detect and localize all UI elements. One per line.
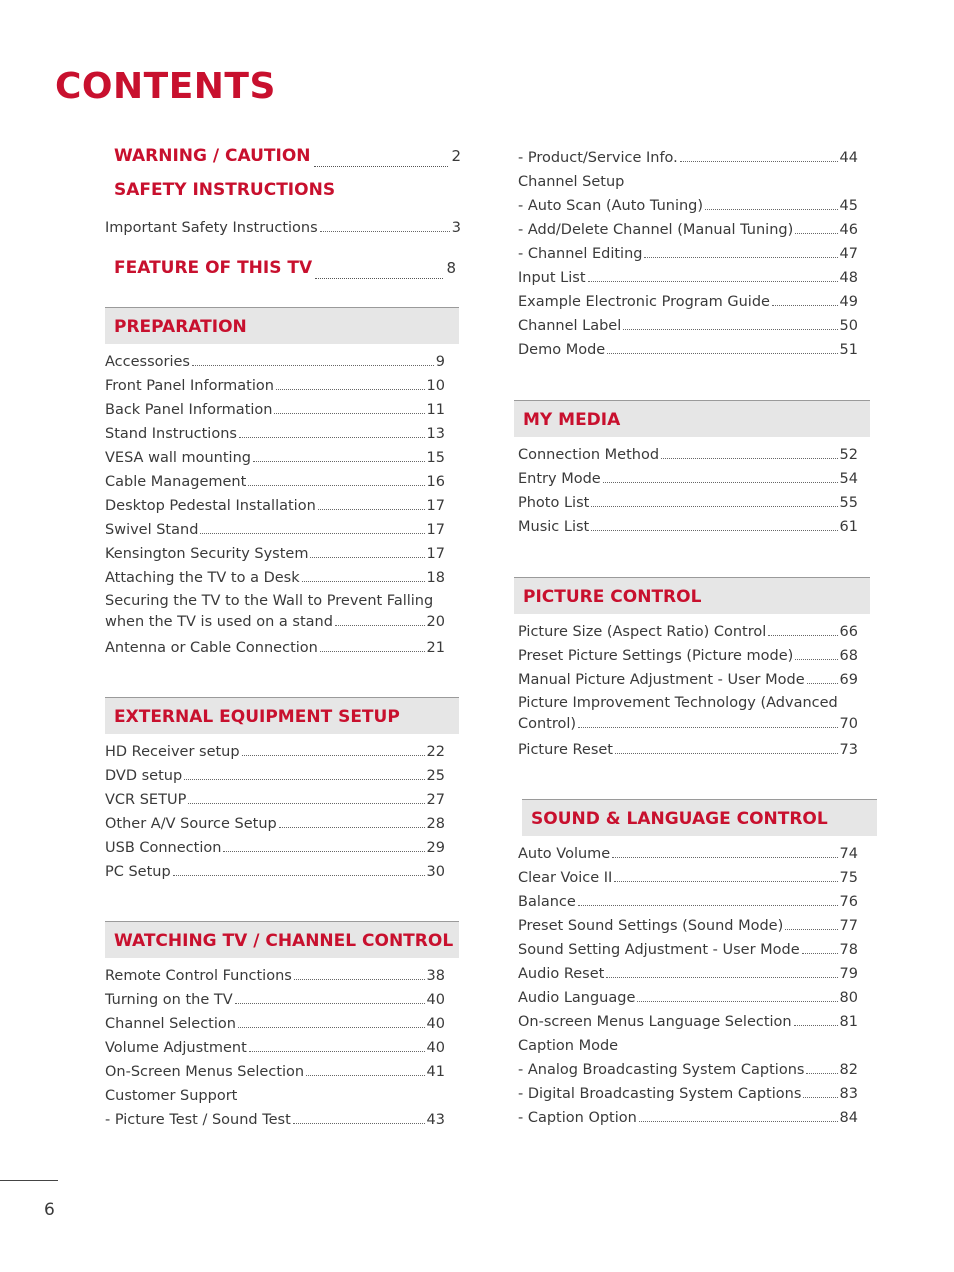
left-column <box>105 146 461 1132</box>
toc-entry[interactable] <box>105 1012 445 1036</box>
toc-label: Music List <box>518 519 590 535</box>
section-heading-picture-control: PICTURE CONTROL <box>514 577 870 614</box>
leader-dots <box>223 851 424 852</box>
toc-entry-warning[interactable] <box>114 146 461 172</box>
toc-entry[interactable] <box>518 314 858 338</box>
toc-entry[interactable] <box>105 964 445 988</box>
toc-entry[interactable] <box>518 1010 858 1034</box>
toc-label: Other A/V Source Setup <box>105 816 277 832</box>
toc-entry[interactable] <box>518 290 858 314</box>
toc-page: 40 <box>426 1016 445 1032</box>
section-heading-watching: WATCHING TV / CHANNEL CONTROL <box>105 921 459 958</box>
leader-dots <box>661 458 838 459</box>
toc-page: 17 <box>426 522 445 538</box>
toc-entry[interactable] <box>518 620 858 644</box>
toc-entry[interactable] <box>105 566 445 590</box>
leader-dots <box>578 905 838 906</box>
toc-label: Volume Adjustment <box>105 1040 247 1056</box>
toc-subheading[interactable]: Channel Setup <box>518 174 625 190</box>
toc-page: 8 <box>446 259 456 277</box>
toc-label: Manual Picture Adjustment - User Mode <box>518 672 805 688</box>
toc-label: when the TV is used on a stand <box>105 614 333 630</box>
toc-label: Important Safety Instructions <box>105 220 318 236</box>
toc-entry[interactable] <box>518 938 858 962</box>
leader-dots <box>623 329 837 330</box>
leader-dots <box>591 506 837 507</box>
toc-label-line: Picture Improvement Technology (Advanced <box>518 695 838 711</box>
leader-dots <box>615 753 838 754</box>
leader-dots <box>249 1051 425 1052</box>
toc-entry[interactable] <box>105 860 445 884</box>
toc-entry[interactable] <box>105 788 445 812</box>
leader-dots <box>239 437 425 438</box>
toc-page: 43 <box>426 1112 445 1128</box>
toc-label-line: Securing the TV to the Wall to Prevent Falling <box>105 593 434 609</box>
toc-label: Demo Mode <box>518 342 606 358</box>
toc-entry[interactable] <box>518 866 858 890</box>
toc-page: 68 <box>839 648 858 664</box>
toc-label: Preset Sound Settings (Sound Mode) <box>518 918 784 934</box>
toc-label: - Product/Service Info. <box>518 150 678 166</box>
toc-label: - Channel Editing <box>518 246 643 262</box>
leader-dots <box>768 635 837 636</box>
toc-entry[interactable] <box>518 738 858 762</box>
toc-entry[interactable] <box>105 1036 445 1060</box>
leader-dots <box>315 278 443 279</box>
toc-page: 54 <box>839 471 858 487</box>
toc-label: Turning on the TV <box>105 992 233 1008</box>
toc-entry[interactable] <box>105 812 445 836</box>
leader-dots <box>591 530 837 531</box>
section-heading-preparation: PREPARATION <box>105 307 459 344</box>
toc-subheading[interactable]: Customer Support <box>105 1088 238 1104</box>
toc-label: Channel Label <box>518 318 622 334</box>
toc-label: Front Panel Information <box>105 378 274 394</box>
leader-dots <box>274 413 424 414</box>
leader-dots <box>306 1075 424 1076</box>
leader-dots <box>294 979 425 980</box>
toc-page: 13 <box>426 426 445 442</box>
leader-dots <box>680 161 838 162</box>
toc-label: Auto Volume <box>518 846 611 862</box>
toc-page: 25 <box>426 768 445 784</box>
leader-dots <box>238 1027 425 1028</box>
toc-label: Cable Management <box>105 474 247 490</box>
toc-label: Picture Reset <box>518 742 613 758</box>
toc-label: - Add/Delete Channel (Manual Tuning) <box>518 222 794 238</box>
leader-dots <box>644 257 837 258</box>
toc-label: On-screen Menus Language Selection <box>518 1014 792 1030</box>
toc-label: - Analog Broadcasting System Captions <box>518 1062 805 1078</box>
toc-label: Remote Control Functions <box>105 968 292 984</box>
leader-dots <box>802 953 838 954</box>
toc-page: 52 <box>839 447 858 463</box>
toc-label: Connection Method <box>518 447 660 463</box>
toc-page: 45 <box>839 198 858 214</box>
toc-label: - Picture Test / Sound Test <box>105 1112 291 1128</box>
toc-label: Example Electronic Program Guide <box>518 294 770 310</box>
toc-page: 81 <box>839 1014 858 1030</box>
leader-dots <box>188 803 424 804</box>
toc-entry[interactable] <box>105 398 445 422</box>
toc-entry[interactable] <box>518 218 858 242</box>
leader-dots <box>639 1121 838 1122</box>
toc-entry[interactable] <box>105 836 445 860</box>
toc-label: - Auto Scan (Auto Tuning) <box>518 198 704 214</box>
leader-dots <box>772 305 838 306</box>
toc-entry[interactable] <box>105 1060 445 1084</box>
toc-label: Input List <box>518 270 586 286</box>
toc-label: Attaching the TV to a Desk <box>105 570 300 586</box>
leader-dots <box>606 977 837 978</box>
toc-label: Antenna or Cable Connection <box>105 640 318 656</box>
leader-dots <box>279 827 425 828</box>
toc-label: VCR SETUP <box>105 792 187 808</box>
leader-dots <box>310 557 424 558</box>
leader-dots <box>785 929 837 930</box>
toc-page: 10 <box>426 378 445 394</box>
toc-entry[interactable] <box>105 422 445 446</box>
leader-dots <box>320 231 450 232</box>
toc-entry[interactable] <box>105 740 445 764</box>
leader-dots <box>794 1025 838 1026</box>
leader-dots <box>173 875 425 876</box>
toc-entry[interactable] <box>518 338 858 362</box>
toc-entry-line <box>105 612 445 633</box>
toc-label: Kensington Security System <box>105 546 309 562</box>
toc-page: 55 <box>839 495 858 511</box>
toc-label: Accessories <box>105 354 190 370</box>
toc-page: 11 <box>426 402 445 418</box>
toc-page: 50 <box>839 318 858 334</box>
toc-page: 74 <box>839 846 858 862</box>
leader-dots <box>614 881 837 882</box>
leader-dots <box>184 779 424 780</box>
toc-page: 40 <box>426 1040 445 1056</box>
toc-page: 9 <box>435 354 445 370</box>
toc-entry[interactable] <box>105 446 445 470</box>
toc-label: - Digital Broadcasting System Captions <box>518 1086 802 1102</box>
toc-entry[interactable] <box>518 1082 858 1106</box>
toc-page: 77 <box>839 918 858 934</box>
toc-entry[interactable] <box>518 668 858 692</box>
toc-entry[interactable] <box>105 542 445 566</box>
toc-page: 21 <box>426 640 445 656</box>
toc-label: VESA wall mounting <box>105 450 251 466</box>
toc-page: 61 <box>839 519 858 535</box>
toc-page: 44 <box>839 150 858 166</box>
toc-entry[interactable] <box>518 443 858 467</box>
toc-label: Control) <box>518 716 577 732</box>
toc-page: 27 <box>426 792 445 808</box>
toc-label: Balance <box>518 894 576 910</box>
leader-dots <box>293 1123 425 1124</box>
leader-dots <box>803 1097 837 1098</box>
toc-label: Sound Setting Adjustment - User Mode <box>518 942 800 958</box>
toc-page: 18 <box>426 570 445 586</box>
toc-entry[interactable] <box>518 1106 858 1130</box>
leader-dots <box>320 651 425 652</box>
leader-dots <box>705 209 838 210</box>
leader-dots <box>200 533 424 534</box>
toc-entry[interactable] <box>105 494 445 518</box>
toc-entry[interactable] <box>518 962 858 986</box>
toc-entry[interactable] <box>105 518 445 542</box>
toc-label: Preset Picture Settings (Picture mode) <box>518 648 794 664</box>
toc-page: 29 <box>426 840 445 856</box>
toc-page: 17 <box>426 498 445 514</box>
toc-entry[interactable] <box>105 374 445 398</box>
leader-dots <box>318 509 425 510</box>
footer-rule <box>0 1180 58 1181</box>
toc-entry[interactable] <box>518 467 858 491</box>
toc-label: FEATURE OF THIS TV <box>114 258 313 278</box>
leader-dots <box>578 727 837 728</box>
toc-entry[interactable] <box>518 644 858 668</box>
toc-page: 30 <box>426 864 445 880</box>
toc-page: 40 <box>426 992 445 1008</box>
toc-page: 83 <box>839 1086 858 1102</box>
toc-label: Entry Mode <box>518 471 601 487</box>
toc-entry[interactable] <box>518 491 858 515</box>
toc-entry-securing[interactable] <box>105 591 445 633</box>
right-column <box>518 146 870 1130</box>
toc-page: 84 <box>839 1110 858 1126</box>
toc-entry[interactable] <box>518 914 858 938</box>
toc-entry[interactable] <box>105 1108 445 1132</box>
toc-entry[interactable] <box>518 842 858 866</box>
toc-page: 46 <box>839 222 858 238</box>
toc-page: 78 <box>839 942 858 958</box>
toc-entry-safety[interactable] <box>114 180 461 206</box>
toc-page: 20 <box>426 614 445 630</box>
toc-label: Swivel Stand <box>105 522 199 538</box>
toc-page: 79 <box>839 966 858 982</box>
section-heading-sound: SOUND & LANGUAGE CONTROL <box>522 799 877 836</box>
toc-label: Back Panel Information <box>105 402 273 418</box>
leader-dots <box>242 755 425 756</box>
toc-page: 69 <box>839 672 858 688</box>
leader-dots <box>314 166 449 167</box>
toc-page: 51 <box>839 342 858 358</box>
leader-dots <box>637 1001 837 1002</box>
leader-dots <box>302 581 425 582</box>
leader-dots <box>335 625 425 626</box>
section-heading-external: EXTERNAL EQUIPMENT SETUP <box>105 697 459 734</box>
toc-label: On-Screen Menus Selection <box>105 1064 305 1080</box>
toc-label: Audio Language <box>518 990 636 1006</box>
leader-dots <box>806 1073 837 1074</box>
toc-page: 17 <box>426 546 445 562</box>
toc-page: 48 <box>839 270 858 286</box>
toc-label: HD Receiver setup <box>105 744 240 760</box>
toc-entry-important[interactable] <box>105 216 461 240</box>
toc-page: 2 <box>451 147 461 165</box>
toc-page: 28 <box>426 816 445 832</box>
leader-dots <box>588 281 838 282</box>
toc-entry[interactable] <box>518 515 858 539</box>
toc-entry-feature[interactable] <box>114 258 456 284</box>
toc-page: 49 <box>839 294 858 310</box>
toc-entry[interactable] <box>518 146 858 170</box>
leader-dots <box>795 233 837 234</box>
leader-dots <box>603 482 838 483</box>
toc-label: Audio Reset <box>518 966 605 982</box>
toc-page: 16 <box>426 474 445 490</box>
toc-entry[interactable] <box>518 890 858 914</box>
toc-label: Stand Instructions <box>105 426 237 442</box>
leader-dots <box>807 683 838 684</box>
toc-label: Picture Size (Aspect Ratio) Control <box>518 624 767 640</box>
leader-dots <box>192 365 434 366</box>
toc-label: Clear Voice II <box>518 870 613 886</box>
leader-dots <box>795 659 837 660</box>
toc-label: Photo List <box>518 495 590 511</box>
leader-dots <box>276 389 425 390</box>
toc-page: 3 <box>451 220 461 236</box>
toc-label: - Caption Option <box>518 1110 637 1126</box>
toc-entry[interactable] <box>105 764 445 788</box>
toc-page: 47 <box>839 246 858 262</box>
toc-entry[interactable] <box>105 470 445 494</box>
toc-entry-improvement[interactable] <box>518 693 858 735</box>
leader-dots <box>248 485 424 486</box>
toc-entry[interactable] <box>518 242 858 266</box>
toc-page: 70 <box>839 716 858 732</box>
toc-subheading[interactable]: Caption Mode <box>518 1038 619 1054</box>
toc-label: Desktop Pedestal Installation <box>105 498 316 514</box>
page-title: CONTENTS <box>55 66 276 107</box>
toc-entry[interactable] <box>105 988 445 1012</box>
toc-page: 82 <box>839 1062 858 1078</box>
toc-label: Channel Selection <box>105 1016 236 1032</box>
page-number: 6 <box>44 1200 55 1220</box>
leader-dots <box>253 461 425 462</box>
toc-entry[interactable] <box>518 1058 858 1082</box>
toc-label: DVD setup <box>105 768 183 784</box>
toc-page: 66 <box>839 624 858 640</box>
toc-page: 75 <box>839 870 858 886</box>
toc-page: 41 <box>426 1064 445 1080</box>
toc-label: USB Connection <box>105 840 222 856</box>
leader-dots <box>607 353 837 354</box>
leader-dots <box>612 857 837 858</box>
toc-entry[interactable] <box>518 986 858 1010</box>
toc-entry[interactable] <box>105 636 445 660</box>
toc-page: 80 <box>839 990 858 1006</box>
toc-page: 22 <box>426 744 445 760</box>
toc-label: WARNING / CAUTION <box>114 146 311 166</box>
toc-page: 76 <box>839 894 858 910</box>
section-heading-my-media: MY MEDIA <box>514 400 870 437</box>
toc-entry-line <box>518 714 858 735</box>
leader-dots <box>235 1003 425 1004</box>
toc-entry[interactable] <box>105 350 445 374</box>
toc-entry[interactable] <box>518 194 858 218</box>
toc-page: 73 <box>839 742 858 758</box>
toc-page: 15 <box>426 450 445 466</box>
toc-page: 38 <box>426 968 445 984</box>
toc-label: PC Setup <box>105 864 171 880</box>
toc-entry[interactable] <box>518 266 858 290</box>
toc-label: SAFETY INSTRUCTIONS <box>114 180 336 200</box>
